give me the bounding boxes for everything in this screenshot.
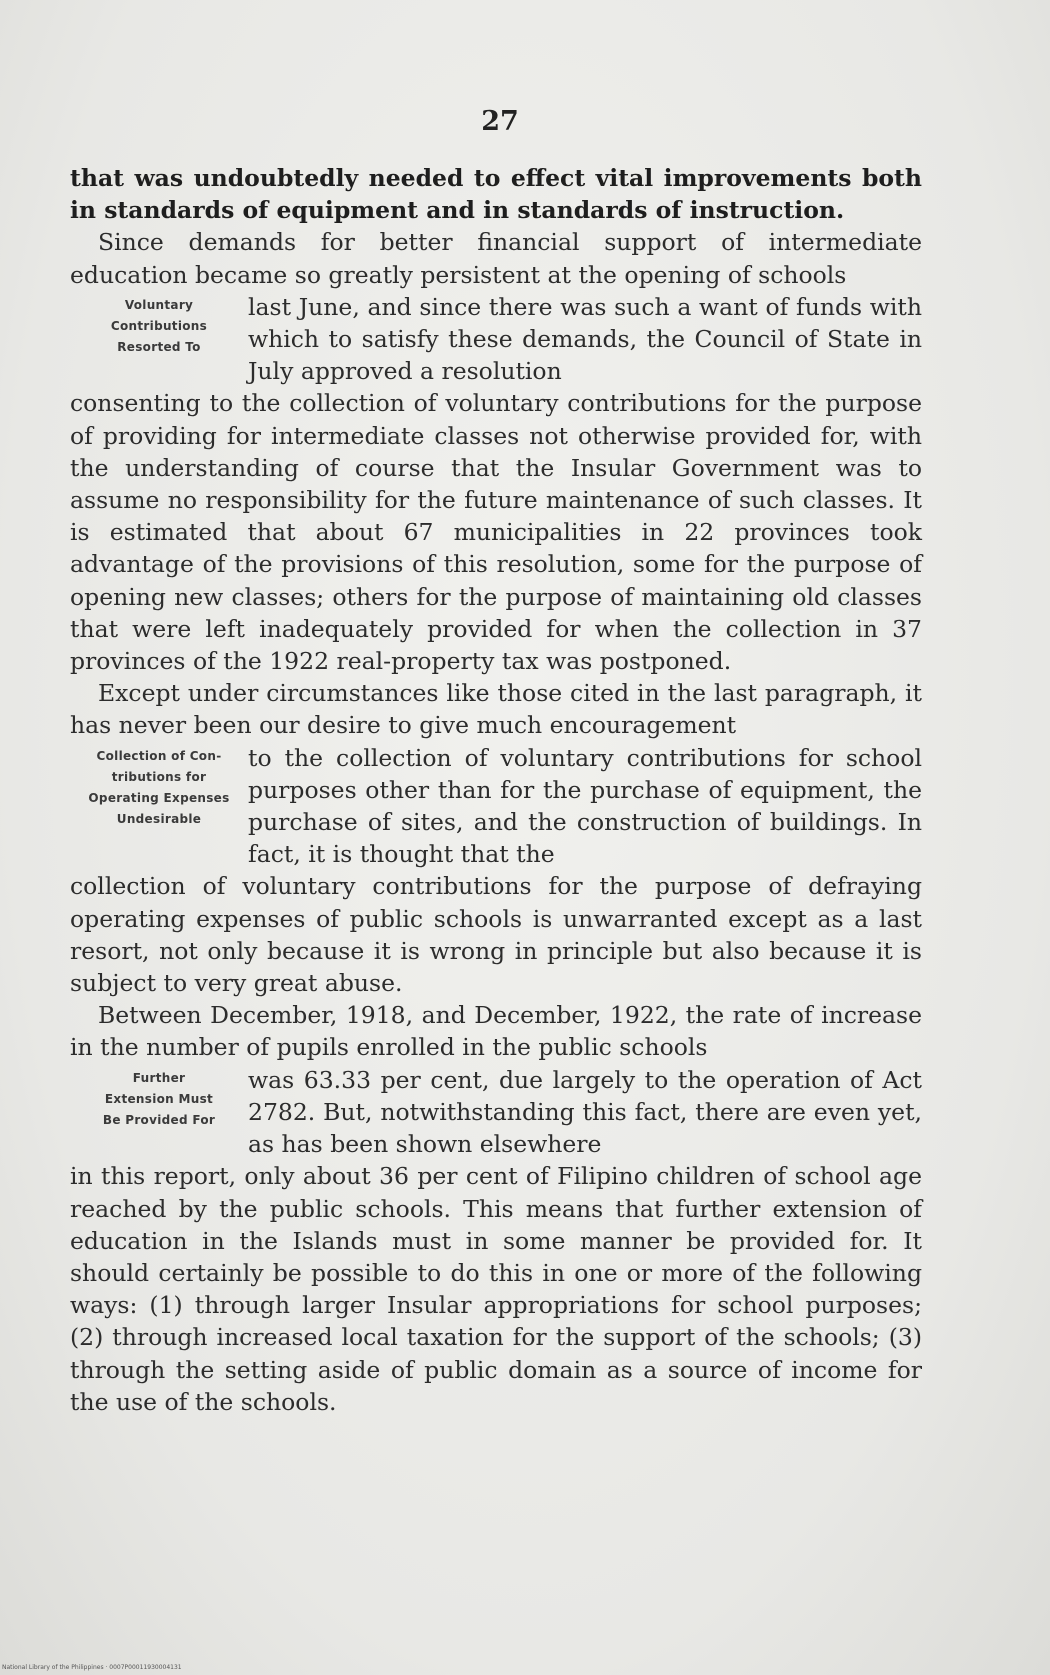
- note-block-collection: [70, 742, 922, 871]
- paragraph-collection-lead: Except under circumstances like those cited in the last paragraph, it has never been our desire to give much encouragement: [70, 679, 922, 740]
- sidenote-line: Further: [132, 1070, 186, 1085]
- paragraph-extension-rest: in this report, only about 36 per cent of Filipino children of school age reached by the public schools. This means that further extension of education in the Islands must in some manner be provided for. It should certainly be possible to do this in one or more of the following ways: (1) through larger Insular appropriations for school purposes; (2) through increased local taxation for the support of the schools; (3) through the setting aside of public domain as a source of income for the use of the schools.: [70, 1162, 922, 1416]
- paragraph-collection-rest: collection of voluntary contributions for the purpose of defraying operating expenses of public schools is unwarranted except as a last resort, not only because it is wrong in principle but also because it is subject to very great abuse.: [70, 872, 922, 998]
- sidenote-collection-undesirable: [70, 746, 248, 830]
- note-block-voluntary: [70, 291, 922, 388]
- sidenote-further-extension: [70, 1068, 248, 1131]
- body-text: [70, 162, 922, 1418]
- sidenote-line: Collection of Con-: [96, 748, 222, 763]
- paragraph-voluntary-rest: consenting to the collection of voluntary contributions for the purpose of providing for intermediate classes not otherwise provided for, with the understanding of course that the Insular Government was to assume no responsibility for the future maintenance of such classes. It is estimated that about 67 municipalities in 22 provinces took advantage of the provisions of this resolution, some for the purpose of opening new classes; others for the purpose of maintaining old classes that were left inadequately provided for when the collection in 37 provinces of the 1922 real-property tax was postponed.: [70, 389, 922, 676]
- sidenote-line: Be Provided For: [102, 1112, 216, 1127]
- sidenote-line: Contributions: [110, 318, 208, 333]
- sidenote-line: Resorted To: [117, 339, 201, 354]
- page-number: 27: [481, 106, 519, 137]
- paragraph-voluntary-beside-note: last June, and since there was such a want of funds with which to satisfy these demands, the Council of State in July approved a resolution: [248, 292, 922, 386]
- paragraph-continuation: that was undoubtedly needed to effect vital improvements both in standards of equipment and in standards of instruction.: [70, 164, 922, 225]
- scan-credit: National Library of the Philippines · 0007P00011930004131: [2, 1664, 182, 1671]
- sidenote-line: Extension Must: [104, 1091, 214, 1106]
- sidenote-line: tributions for: [111, 769, 207, 784]
- note-block-extension: [70, 1064, 922, 1161]
- paragraph-voluntary-lead: Since demands for better financial support of intermediate education became so greatly persistent at the opening of schools: [70, 228, 922, 289]
- paragraph-extension-lead: Between December, 1918, and December, 1922, the rate of increase in the number of pupils enrolled in the public schools: [70, 1001, 922, 1062]
- sidenote-line: Operating Expenses: [88, 790, 230, 805]
- sidenote-line: Undesirable: [116, 811, 202, 826]
- sidenote-line: Voluntary: [124, 297, 194, 312]
- sidenote-voluntary-contributions: [70, 295, 248, 358]
- paragraph-collection-beside-note: to the collection of voluntary contributions for school purposes other than for the purchase of equipment, the purchase of sites, and the construction of buildings. In fact, it is thought that the: [248, 743, 922, 869]
- paragraph-extension-beside-note: was 63.33 per cent, due largely to the operation of Act 2782. But, notwithstanding this fact, there are even yet, as has been shown elsewhere: [248, 1065, 922, 1159]
